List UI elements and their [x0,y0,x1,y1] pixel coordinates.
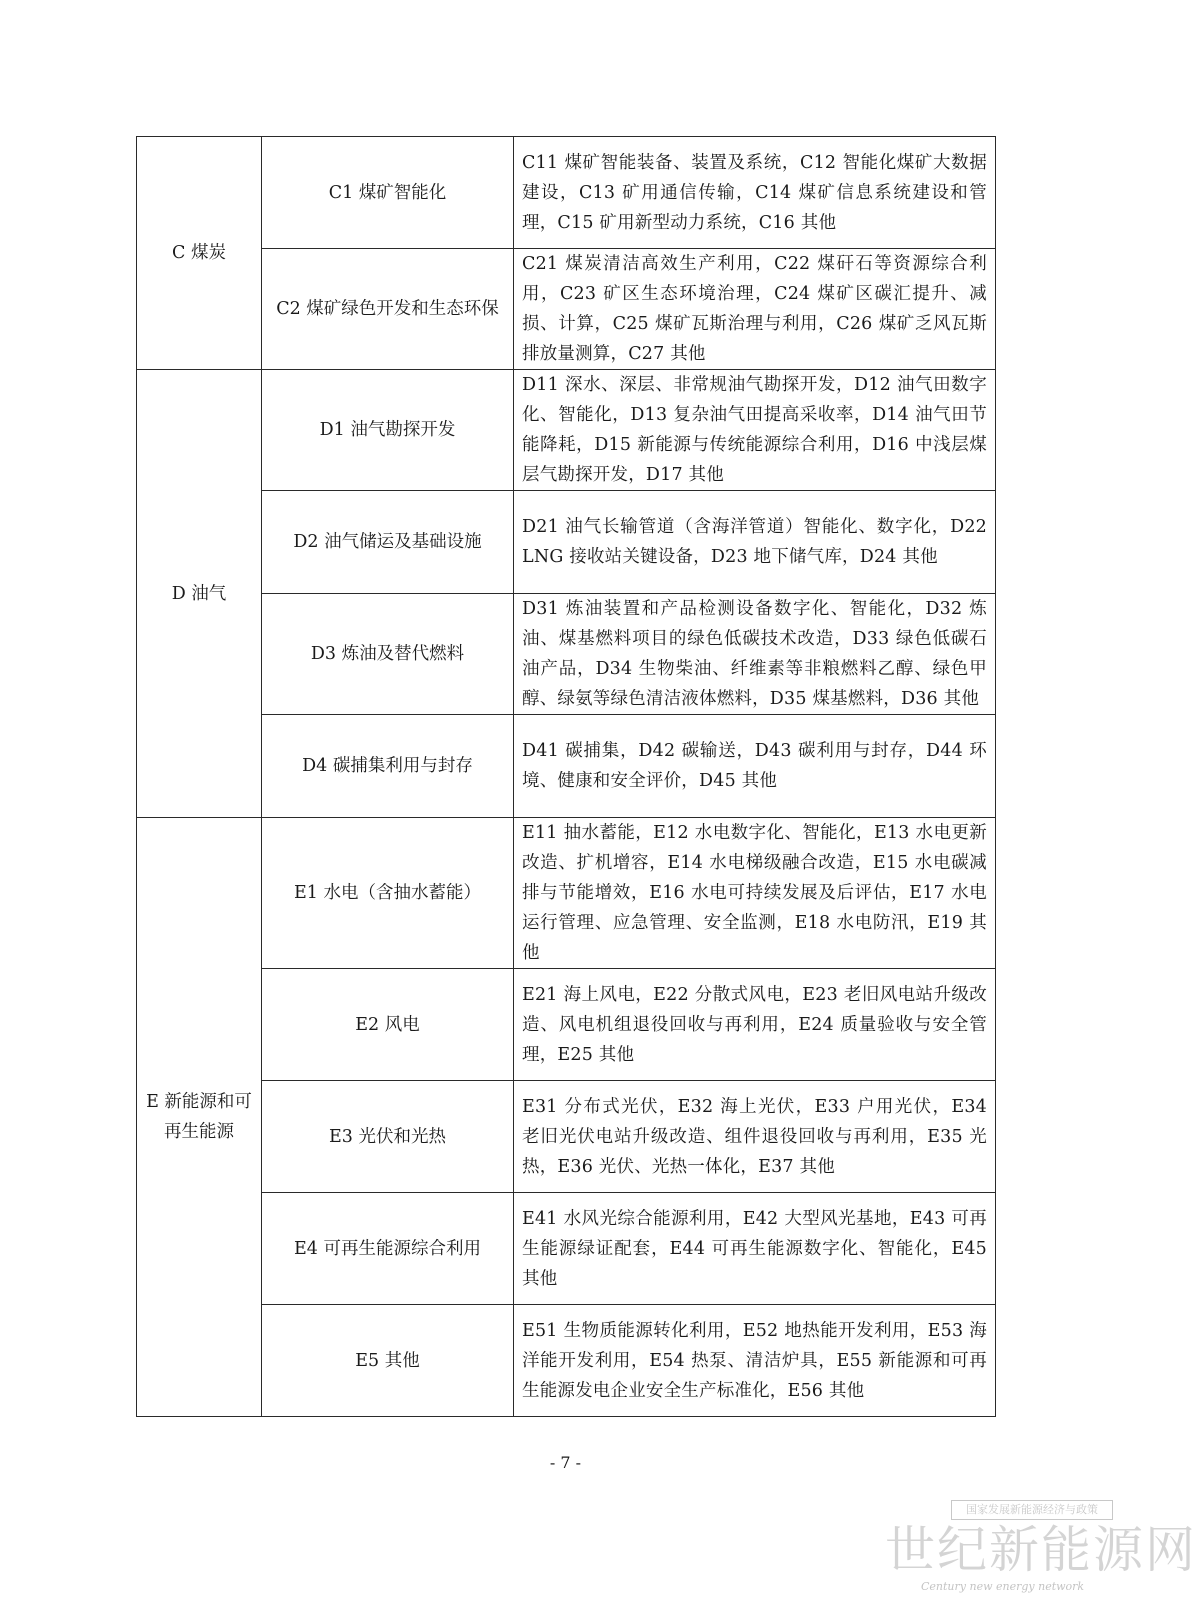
category-table-body [137,137,996,1417]
subcategory-cell: E4 可再生能源综合利用 [262,1193,514,1305]
items-cell: D31 炼油装置和产品检测设备数字化、智能化，D32 炼油、煤基燃料项目的绿色低碳技术改造，D33 绿色低碳石油产品，D34 生物柴油、纤维素等非粮燃料乙醇、绿色甲醇、绿氨等绿色清洁液体燃料，D35 煤基燃料，D36 其他 [514,594,996,715]
subcategory-cell: C1 煤矿智能化 [262,137,514,249]
items-cell: D11 深水、深层、非常规油气勘探开发，D12 油气田数字化、智能化，D13 复杂油气田提高采收率，D14 油气田节能降耗，D15 新能源与传统能源综合利用，D16 中浅层煤层气勘探开发，D17 其他 [514,370,996,491]
items-cell: E51 生物质能源转化利用，E52 地热能开发利用，E53 海洋能开发利用，E54 热泵、清洁炉具，E55 新能源和可再生能源发电企业安全生产标准化，E56 其他 [514,1305,996,1417]
table-row [137,370,996,491]
subcategory-cell: E3 光伏和光热 [262,1081,514,1193]
items-cell: E41 水风光综合能源利用，E42 大型风光基地，E43 可再生能源绿证配套，E44 可再生能源数字化、智能化，E45 其他 [514,1193,996,1305]
items-cell: D41 碳捕集，D42 碳输送，D43 碳利用与封存，D44 环境、健康和安全评价，D45 其他 [514,715,996,818]
category-cell: E 新能源和可再生能源 [137,818,262,1417]
watermark [885,1500,1197,1596]
subcategory-cell: D1 油气勘探开发 [262,370,514,491]
items-cell: E11 抽水蓄能，E12 水电数字化、智能化，E13 水电更新改造、扩机增容，E14 水电梯级融合改造，E15 水电碳减排与节能增效，E16 水电可持续发展及后评估，E17 水电运行管理、应急管理、安全监测，E18 水电防汛，E19 其他 [514,818,996,969]
table-row [137,137,996,249]
subcategory-cell: E2 风电 [262,969,514,1081]
table-row [137,969,996,1081]
items-cell: E31 分布式光伏，E32 海上光伏，E33 户用光伏，E34 老旧光伏电站升级改造、组件退役回收与再利用，E35 光热，E36 光伏、光热一体化，E37 其他 [514,1081,996,1193]
subcategory-cell: E1 水电（含抽水蓄能） [262,818,514,969]
watermark-logo-text: 世纪新能源网 [885,1521,1197,1579]
table-row [137,594,996,715]
category-cell: D 油气 [137,370,262,818]
table-row [137,491,996,594]
items-cell: D21 油气长输管道（含海洋管道）智能化、数字化，D22 LNG 接收站关键设备，D23 地下储气库，D24 其他 [514,491,996,594]
subcategory-cell: E5 其他 [262,1305,514,1417]
subcategory-cell: D2 油气储运及基础设施 [262,491,514,594]
table-row [137,1193,996,1305]
watermark-top-text: 国家发展新能源经济与政策 [951,1500,1113,1520]
items-cell: E21 海上风电，E22 分散式风电，E23 老旧风电站升级改造、风电机组退役回收与再利用，E24 质量验收与安全管理，E25 其他 [514,969,996,1081]
table-row [137,715,996,818]
items-cell: C21 煤炭清洁高效生产利用，C22 煤矸石等资源综合利用，C23 矿区生态环境治理，C24 煤矿区碳汇提升、减损、计算，C25 煤矿瓦斯治理与利用，C26 煤矿乏风瓦斯排放量测算，C27 其他 [514,249,996,370]
table-row [137,818,996,969]
table-row [137,1305,996,1417]
watermark-sub-text: Century new energy network [921,1580,1085,1593]
items-cell: C11 煤矿智能装备、装置及系统，C12 智能化煤矿大数据建设，C13 矿用通信传输，C14 煤矿信息系统建设和管理，C15 矿用新型动力系统，C16 其他 [514,137,996,249]
subcategory-cell: D4 碳捕集利用与封存 [262,715,514,818]
subcategory-cell: D3 炼油及替代燃料 [262,594,514,715]
table-row [137,249,996,370]
category-cell: C 煤炭 [137,137,262,370]
category-table [136,136,996,1417]
page-number: - 7 - [549,1453,582,1472]
subcategory-cell: C2 煤矿绿色开发和生态环保 [262,249,514,370]
table-row [137,1081,996,1193]
